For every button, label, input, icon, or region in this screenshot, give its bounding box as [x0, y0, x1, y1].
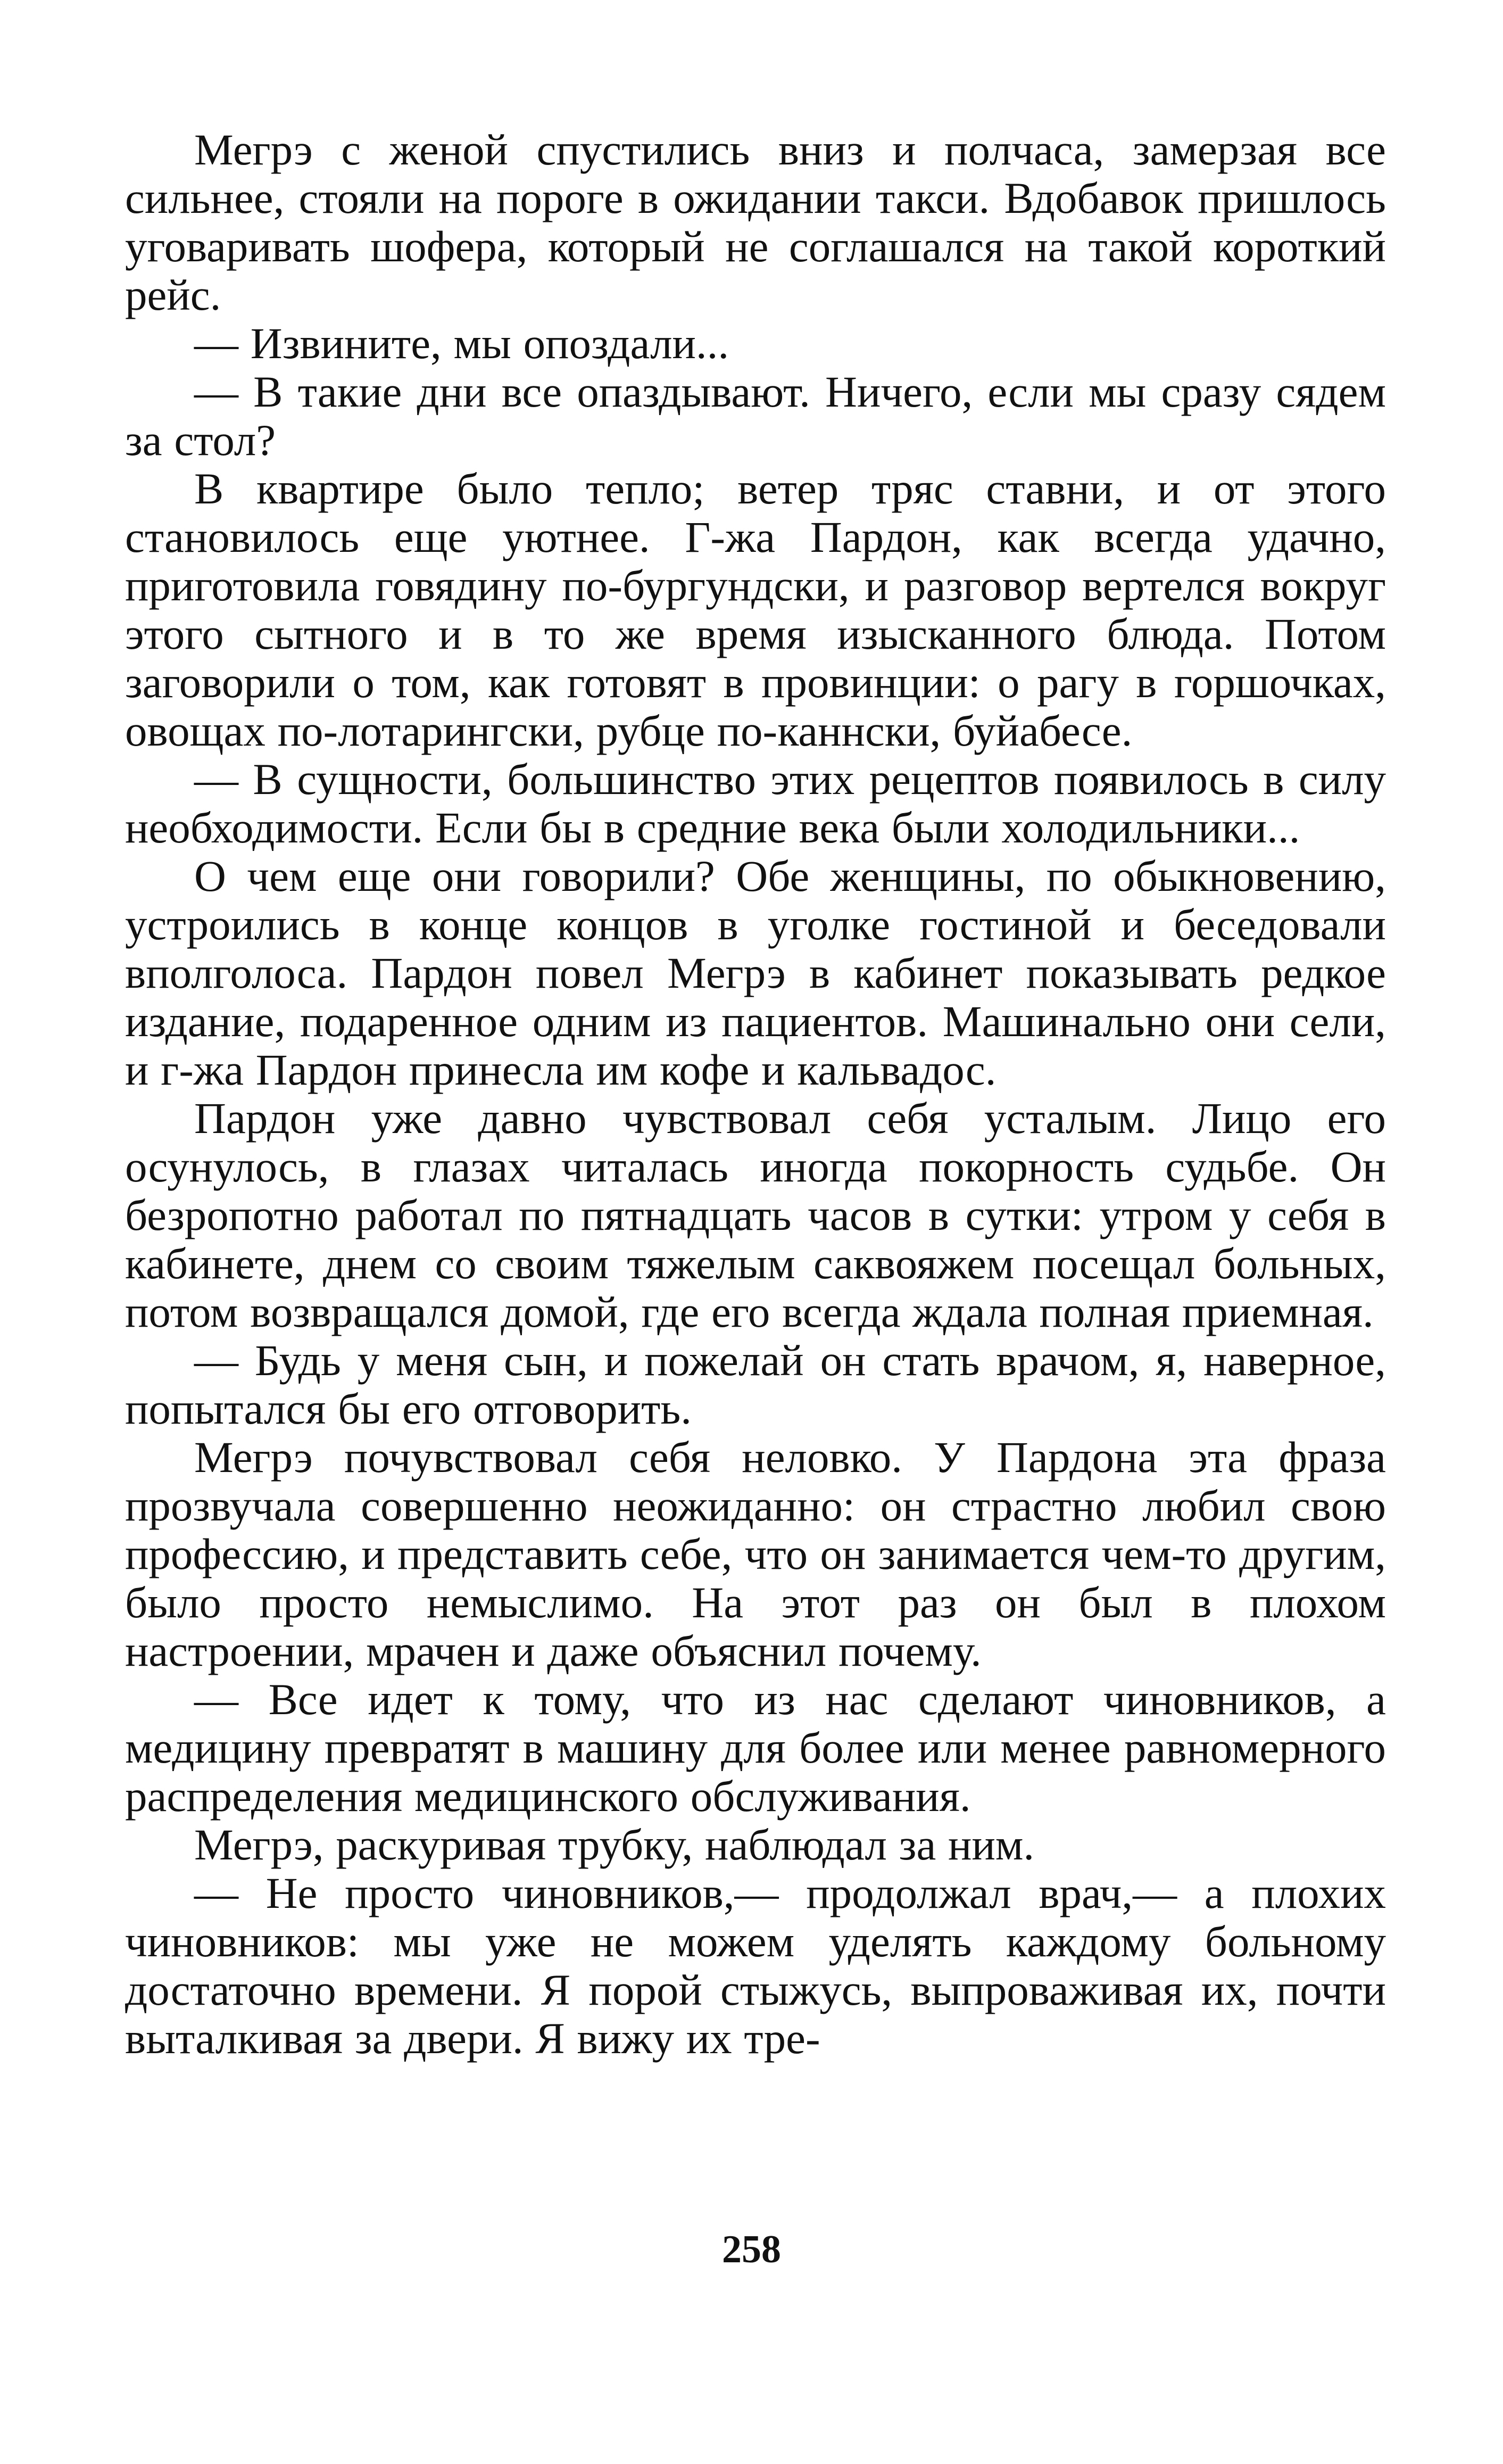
paragraph-7: Пардон уже давно чувствовал себя усталым. Лицо его осунулось, в глазах читалась иногда покорность судьбе. Он безропотно работал по пятнадцать часов в сутки: утром у себя в кабинете, днем со своим тяжелым саквояжем посещал больных, потом возвращался домой, где его всегда ждала полная приемная.: [125, 1094, 1386, 1336]
page-number: 258: [722, 2228, 781, 2271]
paragraph-1: Мегрэ с женой спустились вниз и полчаса, замерзая все сильнее, стояли на пороге в ожидании такси. Вдобавок пришлось уговаривать шофера, который не соглашался на такой короткий рейс.: [125, 125, 1386, 319]
paragraph-3: — В такие дни все опаздывают. Ничего, если мы сразу сядем за стол?: [125, 367, 1386, 465]
body-text: [125, 126, 1386, 2063]
paragraph-2: — Извините, мы опоздали...: [194, 319, 729, 368]
paragraph-4: В квартире было тепло; ветер тряс ставни, и от этого становилось еще уютнее. Г-жа Пардон, как всегда удачно, приготовила говядину по-бургундски, и разговор вертелся вокруг этого сытного и в то же время изысканного блюда. Потом заговорили о том, как готовят в провинции: о рагу в горшочках, овощах по-лотарингски, рубце по-каннски, буйабесе.: [125, 464, 1386, 755]
paragraph-6: О чем еще они говорили? Обе женщины, по обыкновению, устроились в конце концов в уголке гостиной и беседовали вполголоса. Пардон повел Мегрэ в кабинет показывать редкое издание, подаренное одним из пациентов. Машинально они сели, и г-жа Пардон принесла им кофе и кальвадос.: [125, 851, 1386, 1094]
paragraph-11: Мегрэ, раскуривая трубку, наблюдал за ним.: [194, 1820, 1035, 1869]
paragraph-9: Мегрэ почувствовал себя неловко. У Пардона эта фраза прозвучала совершенно неожиданно: он страстно любил свою профессию, и представить себе, что он занимается чем-то другим, было просто немыслимо. На этот раз он был в плохом настроении, мрачен и даже объяснил почему.: [125, 1433, 1386, 1675]
paragraph-12: — Не просто чиновников,— продолжал врач,— а плохих чиновников: мы уже не можем уделять каждому больному достаточно времени. Я порой стыжусь, выпроваживая их, почти выталкивая за двери. Я вижу их тре-: [125, 1868, 1386, 2063]
paragraph-5: — В сущности, большинство этих рецептов появилось в силу необходимости. Если бы в средние века были холодильники...: [125, 755, 1386, 852]
paragraph-10: — Все идет к тому, что из нас сделают чиновников, а медицину превратят в машину для более или менее равномерного распределения медицинского обслуживания.: [125, 1675, 1386, 1821]
paragraph-8: — Будь у меня сын, и пожелай он стать врачом, я, наверное, попытался бы его отговорить.: [125, 1336, 1386, 1433]
